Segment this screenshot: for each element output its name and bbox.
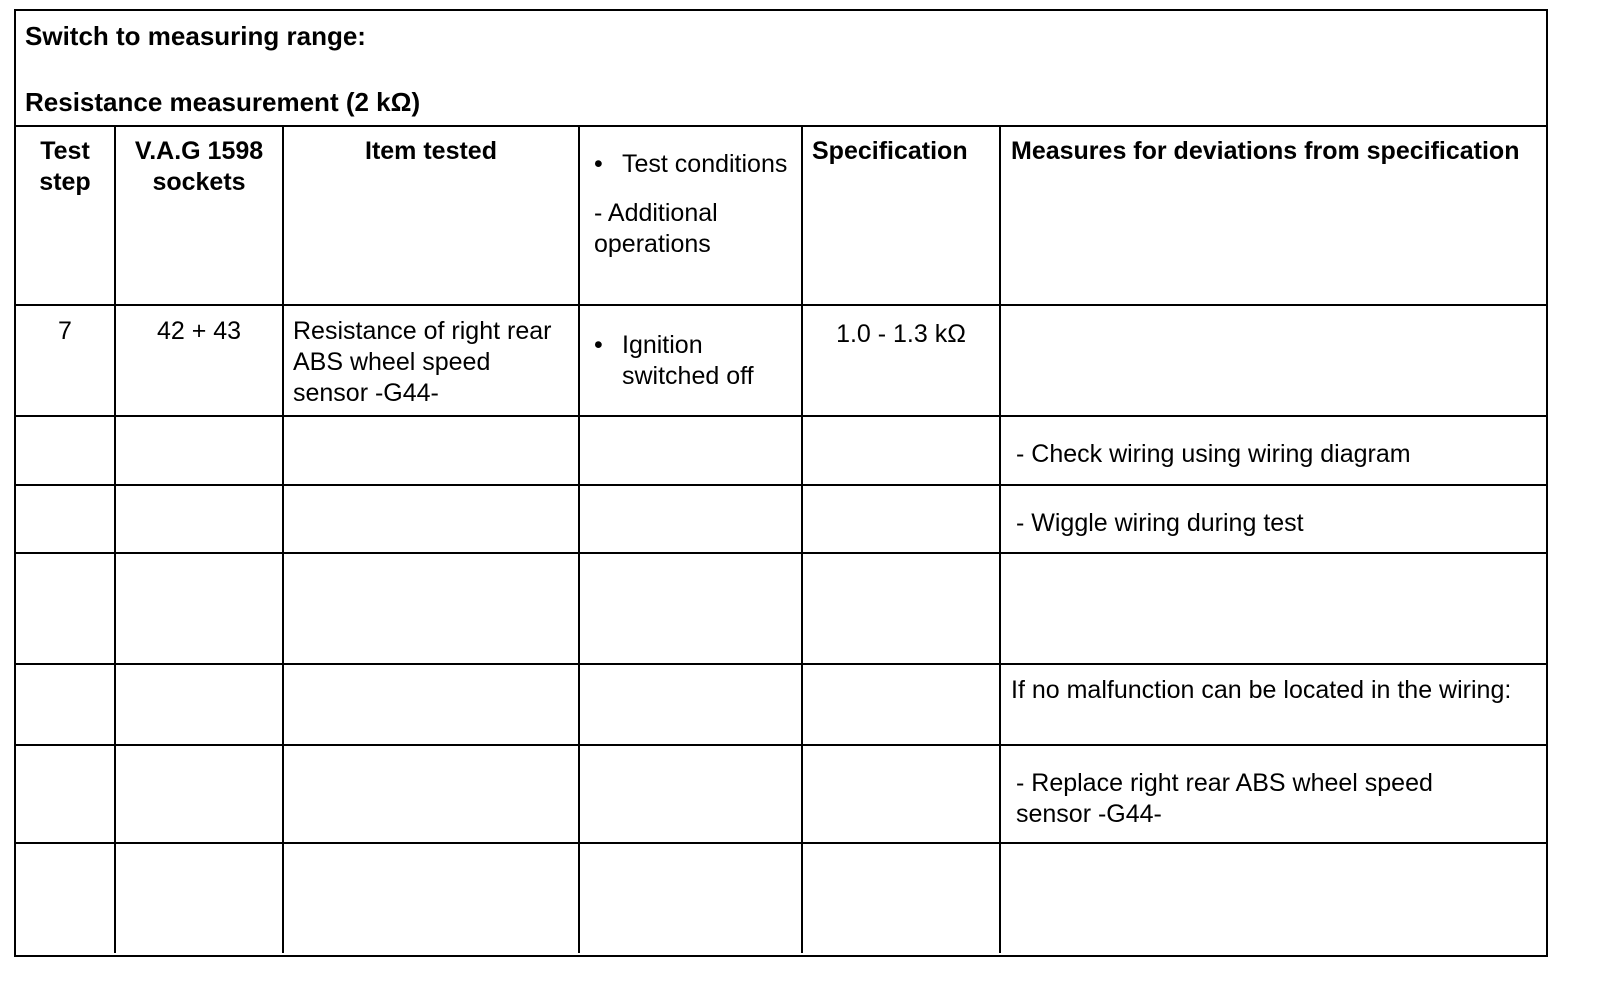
cell-measure: - Check wiring using wiring diagram [1000, 416, 1548, 485]
resistance-mode-label: Resistance measurement (2 kΩ) [25, 87, 421, 117]
cell-test-step [16, 416, 115, 485]
cell-item-tested [283, 553, 579, 664]
table-header-row [16, 125, 1548, 305]
cell-condition [579, 305, 802, 416]
cell-sockets [115, 553, 283, 664]
bullet-glyph: • [594, 150, 603, 178]
cell-specification [802, 843, 1000, 953]
col-header-conditions [579, 125, 802, 305]
cell-specification [802, 553, 1000, 664]
measuring-range-label: Switch to measuring range: [25, 21, 366, 51]
cell-measure: - Wiggle wiring during test [1000, 485, 1548, 553]
condition-text: Ignition switched off [622, 331, 754, 390]
cell-condition [579, 664, 802, 745]
cell-condition [579, 843, 802, 953]
table-row [16, 305, 1548, 416]
conditions-bullet-item [580, 149, 801, 180]
bullet-glyph: • [594, 331, 603, 359]
cell-test-step [16, 664, 115, 745]
cell-condition [579, 416, 802, 485]
cell-sockets [115, 664, 283, 745]
cell-specification [802, 416, 1000, 485]
test-table [16, 125, 1548, 953]
cell-item-tested: Resistance of right rear ABS wheel speed sensor -G44- [283, 305, 579, 416]
test-conditions-label: Test conditions [622, 150, 788, 178]
cell-test-step [16, 553, 115, 664]
cell-sockets [115, 485, 283, 553]
cell-item-tested [283, 745, 579, 843]
cell-test-step [16, 745, 115, 843]
condition-bullet-item [580, 330, 801, 392]
cell-test-step: 7 [16, 305, 115, 416]
test-procedure-sheet [14, 9, 1548, 957]
cell-condition [579, 745, 802, 843]
col-header-item-tested: Item tested [283, 125, 579, 305]
table-row [16, 553, 1548, 664]
cell-item-tested [283, 843, 579, 953]
cell-test-step [16, 485, 115, 553]
cell-sockets [115, 745, 283, 843]
cell-measure [1000, 843, 1548, 953]
cell-specification [802, 485, 1000, 553]
cell-specification: 1.0 - 1.3 kΩ [802, 305, 1000, 416]
cell-sockets [115, 416, 283, 485]
table-row [16, 745, 1548, 843]
col-header-test-step: Test step [16, 125, 115, 305]
cell-item-tested [283, 664, 579, 745]
col-header-measures: Measures for deviations from specification [1000, 125, 1548, 305]
cell-sockets [115, 843, 283, 953]
measuring-range-header [16, 11, 1546, 127]
cell-test-step [16, 843, 115, 953]
cell-condition [579, 485, 802, 553]
table-row [16, 485, 1548, 553]
col-header-specification: Specification [802, 125, 1000, 305]
cell-item-tested [283, 416, 579, 485]
cell-sockets: 42 + 43 [115, 305, 283, 416]
cell-condition [579, 553, 802, 664]
table-row [16, 416, 1548, 485]
cell-measure [1000, 553, 1548, 664]
cell-measure: - Replace right rear ABS wheel speed sensor -G44- [1000, 745, 1548, 843]
cell-specification [802, 745, 1000, 843]
cell-specification [802, 664, 1000, 745]
cell-measure: If no malfunction can be located in the wiring: [1000, 664, 1548, 745]
cell-item-tested [283, 485, 579, 553]
col-header-sockets: V.A.G 1598 sockets [115, 125, 283, 305]
cell-measure [1000, 305, 1548, 416]
table-row [16, 664, 1548, 745]
table-row [16, 843, 1548, 953]
additional-operations-label: - Additional operations [594, 199, 718, 258]
